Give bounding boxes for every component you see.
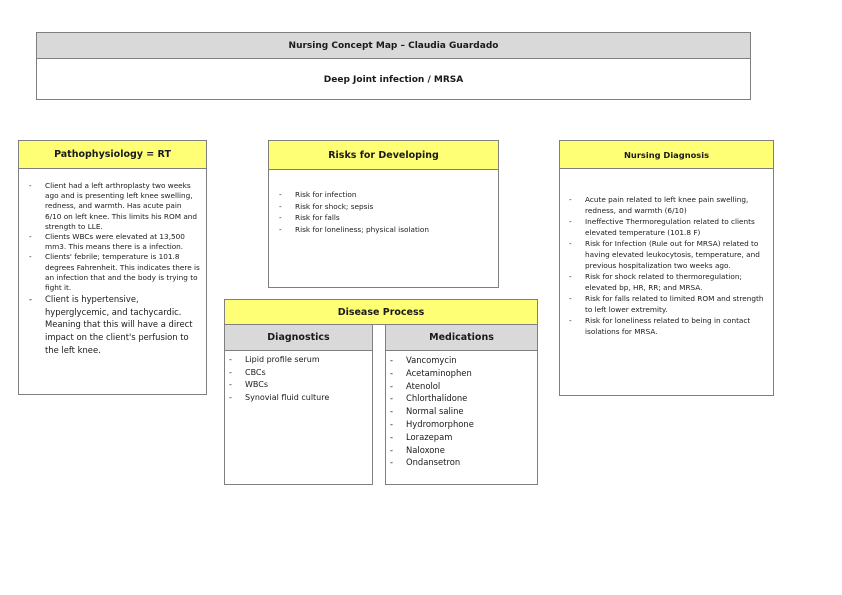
risks-list [269, 170, 498, 235]
list-item: - Acetaminophen [388, 367, 533, 380]
list-item: - Risk for shock; sepsis [277, 201, 492, 213]
nursing-diagnosis-box [559, 140, 774, 396]
document-subtitle-text: Deep Joint infection / MRSA [323, 74, 464, 85]
list-item: - Ineffective Thermoregulation related to clients elevated temperature (101.8 F) [567, 216, 767, 238]
diagnostics-heading-text: Diagnostics [267, 332, 330, 343]
list-item: - Lipid profile serum [227, 354, 368, 367]
nursing-diagnosis-list [560, 169, 773, 337]
list-item: - Normal saline [388, 405, 533, 418]
diagnostics-list [225, 351, 372, 404]
list-item: - Risk for loneliness; physical isolation [277, 224, 492, 236]
medications-heading-text: Medications [429, 332, 494, 343]
list-item: - Risk for shock related to thermoregulation; elevated bp, HR, RR; and MRSA. [567, 271, 767, 293]
disease-process-section [224, 299, 538, 486]
list-item: - Lorazepam [388, 431, 533, 444]
pathophysiology-heading-text: Pathophysiology = RT [54, 149, 171, 160]
document-subtitle [37, 59, 750, 100]
list-item: - Acute pain related to left knee pain swelling, redness, and warmth (6/10) [567, 194, 767, 216]
nursing-diagnosis-heading-text: Nursing Diagnosis [623, 149, 710, 160]
title-block [36, 32, 751, 100]
diagnostics-box [224, 324, 373, 485]
risks-heading [269, 141, 498, 170]
medications-list [386, 351, 537, 469]
pathophysiology-box [18, 140, 207, 395]
list-item: - Risk for falls related to limited ROM and strength to left lower extremity. [567, 293, 767, 315]
disease-process-heading [224, 299, 538, 325]
list-item: - Synovial fluid culture [227, 392, 368, 405]
medications-box [385, 324, 538, 485]
list-item: - Clients WBCs were elevated at 13,500 mm3. This means there is a infection. [27, 232, 200, 252]
diagnostics-heading [225, 325, 372, 351]
risks-box [268, 140, 499, 288]
list-item: - Clients' febrile; temperature is 101.8 degrees Fahrenheit. This indicates there is an infection that and the body is trying to fight it. [27, 252, 200, 293]
list-item: - Atenolol [388, 380, 533, 393]
disease-process-heading-text: Disease Process [337, 306, 425, 318]
list-item: - Chlorthalidone [388, 392, 533, 405]
document-title-text: Nursing Concept Map – Claudia Guardado [288, 40, 499, 51]
pathophysiology-heading [19, 141, 206, 169]
list-item: - CBCs [227, 367, 368, 380]
document-title [37, 33, 750, 59]
list-item: - WBCs [227, 379, 368, 392]
list-item: - Naloxone [388, 444, 533, 457]
list-item: - Risk for loneliness related to being in contact isolations for MRSA. [567, 315, 767, 337]
list-item: - Hydromorphone [388, 418, 533, 431]
medications-heading [386, 325, 537, 351]
list-item: - Client is hypertensive, hyperglycemic, and tachycardic. Meaning that this will have a direct impact on the client's perfusion to the left knee. [27, 293, 200, 356]
list-item: - Risk for infection [277, 189, 492, 201]
list-item: - Ondansetron [388, 456, 533, 469]
list-item: - Risk for Infection (Rule out for MRSA) related to having elevated leukocytosis, temperature, and previous hospitalization two weeks ago. [567, 238, 767, 271]
pathophysiology-list [19, 169, 206, 356]
nursing-diagnosis-heading [560, 141, 773, 169]
risks-heading-text: Risks for Developing [328, 149, 439, 161]
list-item: - Vancomycin [388, 354, 533, 367]
list-item: - Client had a left arthroplasty two weeks ago and is presenting left knee swelling, redness, and warmth. Has acute pain 6/10 on left knee. This limits his ROM and strength to LLE. [27, 181, 200, 232]
list-item: - Risk for falls [277, 212, 492, 224]
